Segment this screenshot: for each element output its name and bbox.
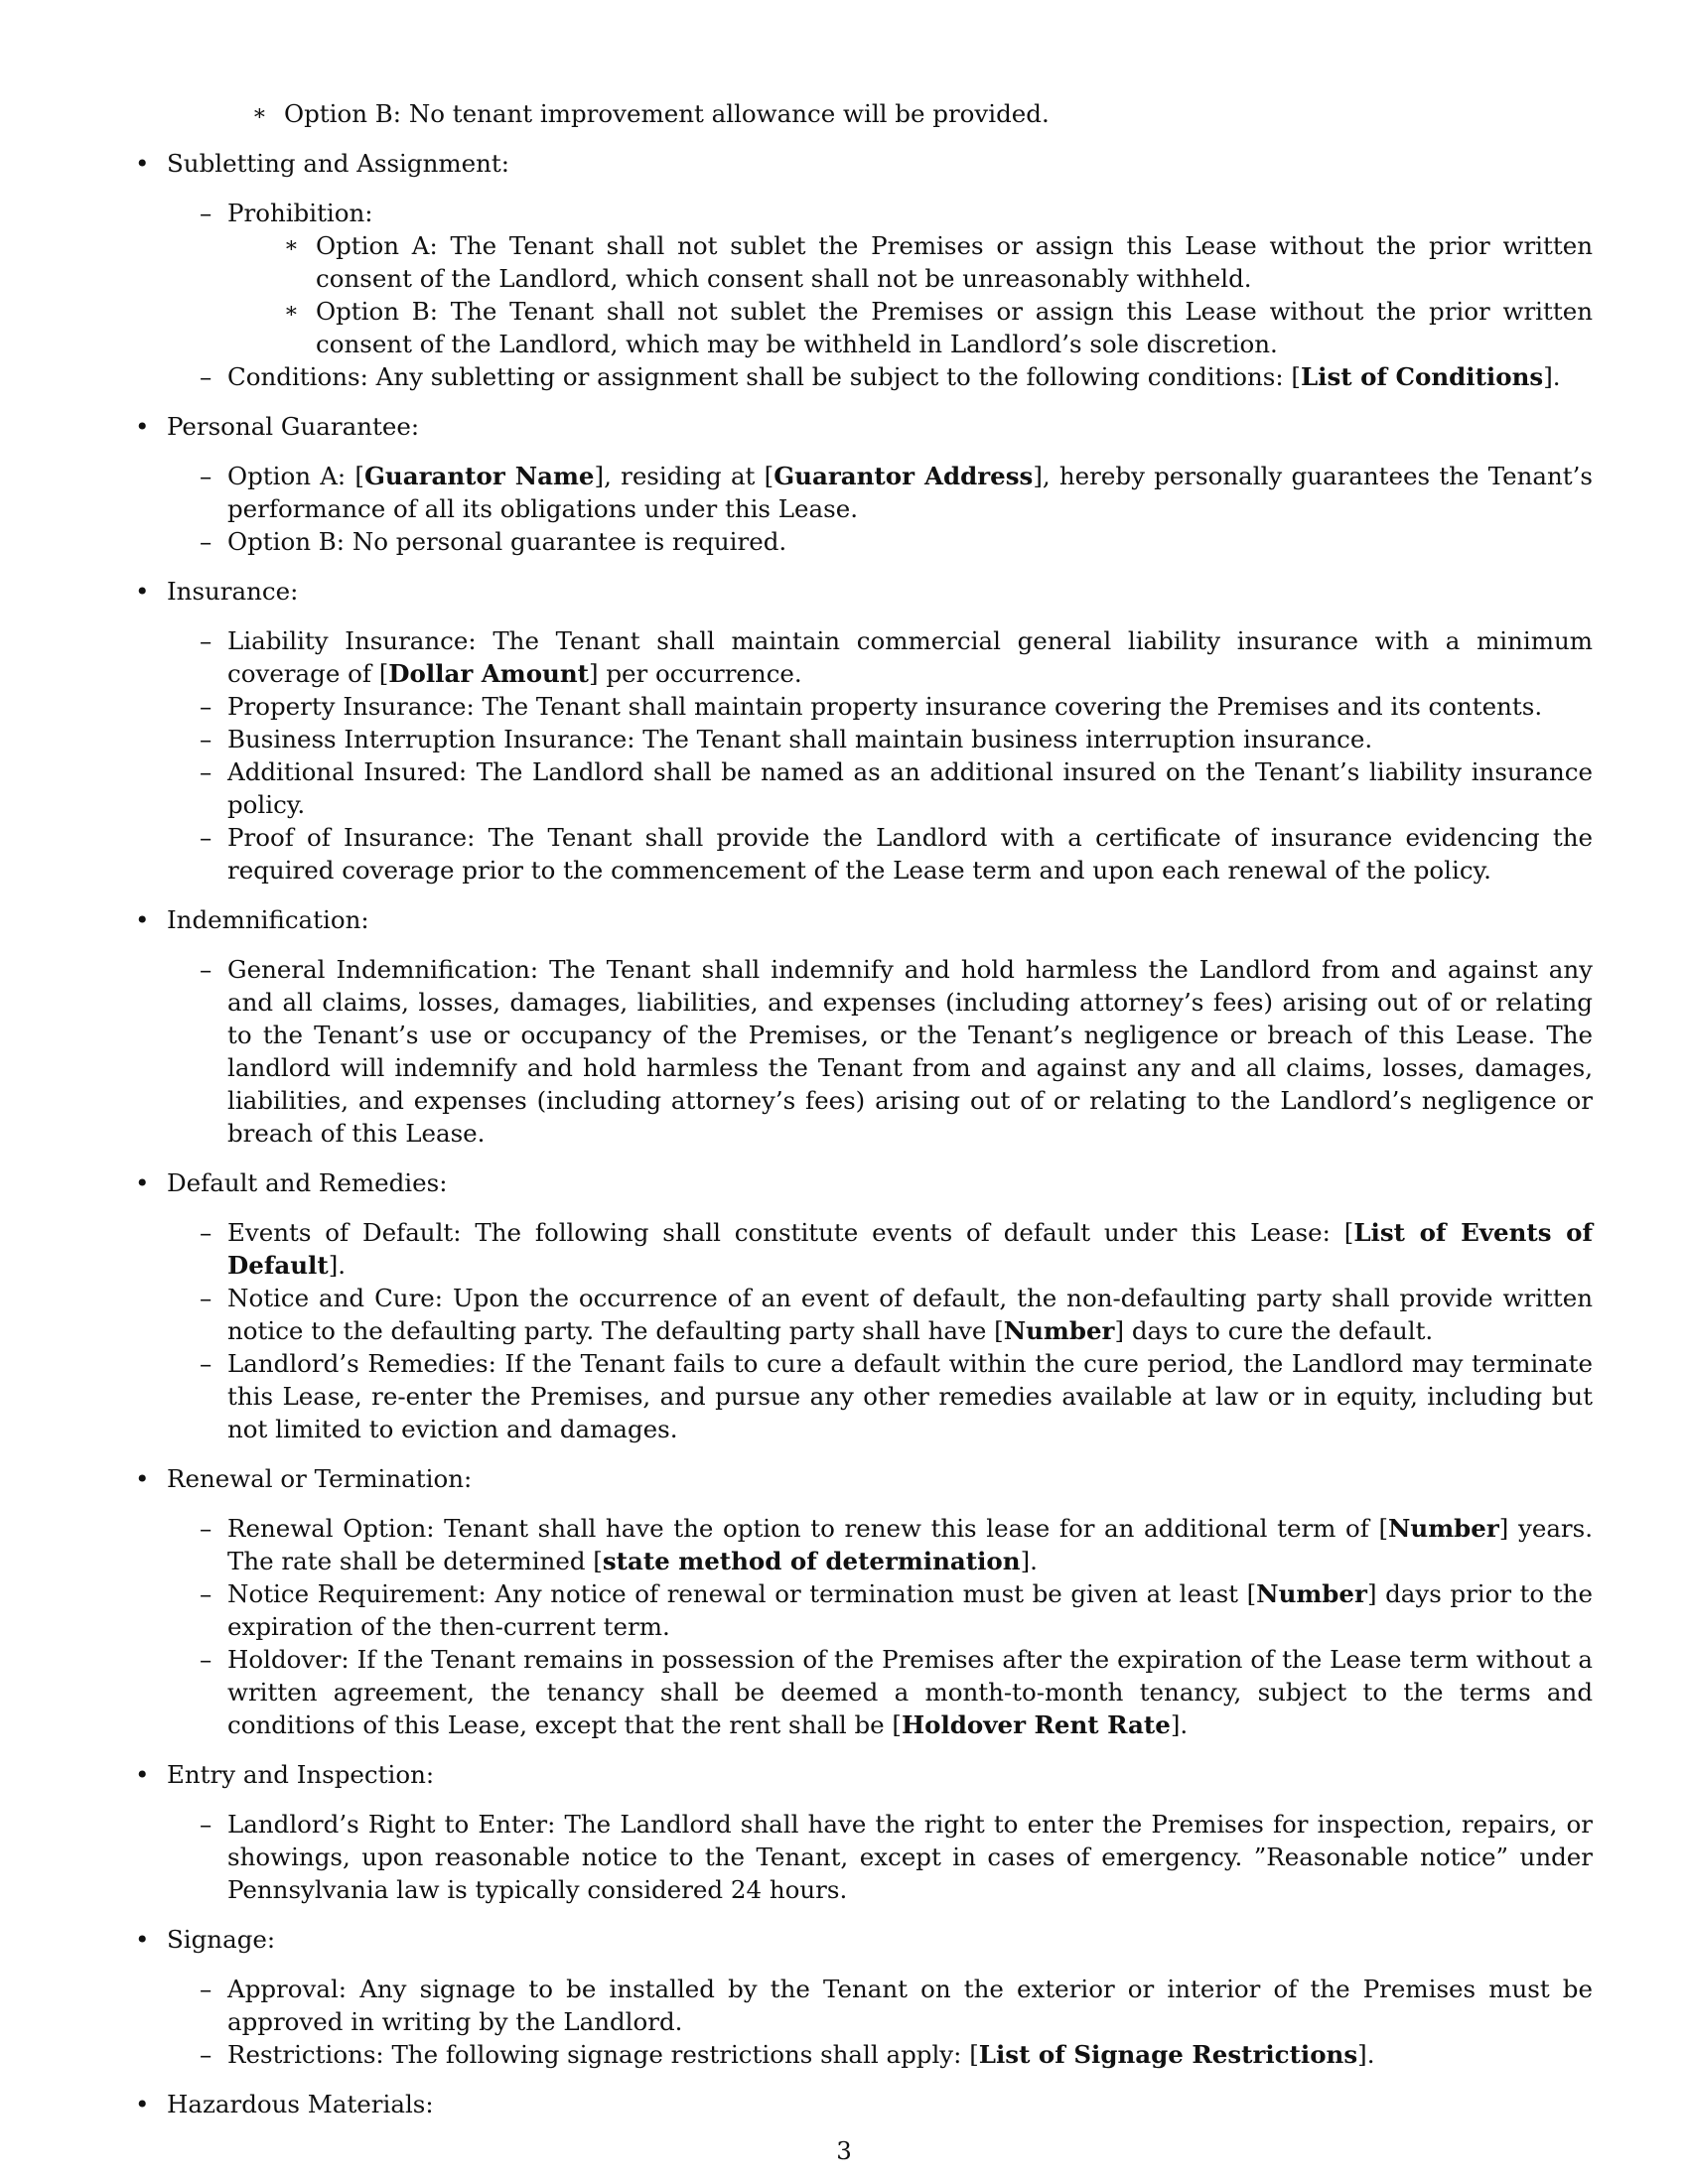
placeholder-field: Holdover Rent Rate — [902, 1710, 1171, 1739]
subsection-text — [227, 1645, 1593, 1739]
text-run: Landlord’s Remedies: If the Tenant fails to cure a default within the cure period, the Landlord may terminate this Lease, re-enter the Premises, and pursue any other remedies available at law or in equity, including but not limited to eviction and damages. — [227, 1349, 1593, 1443]
subsection-text — [227, 626, 1593, 688]
dash-marker: – — [200, 1810, 212, 1839]
text-run: Events of Default: The following shall constitute events of default under this Lease: [ — [227, 1218, 1354, 1247]
section-title: Renewal or Termination: — [167, 1464, 473, 1493]
subsection-list — [167, 624, 1593, 887]
text-run: Property Insurance: The Tenant shall maintain property insurance covering the Premises and its contents. — [227, 692, 1543, 721]
section-item — [135, 1758, 1593, 1906]
text-run: Renewal Option: Tenant shall have the option to renew this lease for an additional term of [ — [227, 1514, 1389, 1543]
star-marker: ∗ — [252, 101, 267, 126]
bullet-marker: • — [135, 1925, 150, 1954]
placeholder-field: Dollar Amount — [388, 659, 589, 688]
dash-marker: – — [200, 725, 212, 753]
subsection-item — [167, 1347, 1593, 1445]
section-title: Indemnification: — [167, 905, 369, 934]
text-run: ], residing at [ — [594, 462, 774, 490]
document-body — [135, 97, 1593, 2120]
dash-marker: – — [200, 462, 212, 490]
text-run: Additional Insured: The Landlord shall be named as an additional insured on the Tenant’s liability insurance policy. — [227, 757, 1593, 819]
subsection-item — [167, 690, 1593, 723]
text-run: ] days to cure the default. — [1114, 1316, 1434, 1345]
section-item — [135, 147, 1593, 393]
subsection-item — [167, 1643, 1593, 1741]
subsection-text — [227, 823, 1593, 885]
section-item — [135, 410, 1593, 558]
subsection-text — [227, 462, 1593, 523]
subsection-item — [167, 525, 1593, 558]
subsection-list — [167, 953, 1593, 1150]
placeholder-field: Guarantor Address — [774, 462, 1034, 490]
placeholder-field: Guarantor Name — [363, 462, 595, 490]
dash-marker: – — [200, 1349, 212, 1378]
text-run: Notice and Cure: Upon the occurrence of an event of default, the non-defaulting party shall provide written notice to the defaulting party. The defaulting party shall have [ — [227, 1284, 1593, 1345]
dash-marker: – — [200, 527, 212, 556]
text-run: ]. — [1020, 1547, 1038, 1575]
subsection-text — [227, 1349, 1593, 1443]
subsection-item — [167, 624, 1593, 690]
subsection-text — [227, 1284, 1593, 1345]
subsection-item — [167, 723, 1593, 755]
lead-subitem — [135, 97, 1593, 130]
subsection-item — [167, 1512, 1593, 1577]
section-list — [135, 147, 1593, 2120]
subsection-text — [227, 725, 1372, 753]
text-run: Approval: Any signage to be installed by the Tenant on the exterior or interior of the Premises must be approved in writing by the Landlord. — [227, 1975, 1593, 2036]
section-item — [135, 903, 1593, 1150]
text-run: ] per occurrence. — [589, 659, 802, 688]
option-text: Option B: The Tenant shall not sublet the Premises or assign this Lease without the prior written consent of the Landlord, which may be withheld in Landlord’s sole discretion. — [316, 297, 1593, 358]
text-run: Option B: No personal guarantee is required. — [227, 527, 787, 556]
section-title: Entry and Inspection: — [167, 1760, 435, 1789]
section-title: Personal Guarantee: — [167, 412, 420, 441]
text-run: General Indemnification: The Tenant shall indemnify and hold harmless the Landlord from and against any and all claims, losses, damages, liabilities, and expenses (including attorney’s fees) arising out of or relating to the Tenant’s use or occupancy of the Premises, or the Tenant’s negligence or breach of this Lease. The landlord will indemnify and hold harmless the Tenant from and against any and all claims, losses, damages, liabilities, and expenses (including attorney’s fees) arising out of or relating to the Landlord’s negligence or breach of this Lease. — [227, 955, 1593, 1148]
bullet-marker: • — [135, 1760, 150, 1789]
subsection-text — [227, 1579, 1593, 1641]
subsection-list — [167, 1512, 1593, 1741]
option-item — [167, 295, 1593, 360]
dash-marker: – — [200, 626, 212, 655]
section-title: Insurance: — [167, 577, 299, 606]
bullet-marker: • — [135, 905, 150, 934]
subsection-text — [227, 1810, 1593, 1904]
section-title: Hazardous Materials: — [167, 2090, 434, 2118]
subsection-list — [167, 460, 1593, 558]
text-run: ]. — [1357, 2040, 1375, 2069]
dash-marker: – — [200, 1579, 212, 1608]
subsection-text — [227, 1975, 1593, 2036]
dash-marker: – — [200, 692, 212, 721]
text-run: Proof of Insurance: The Tenant shall provide the Landlord with a certificate of insurance evidencing the required coverage prior to the commencement of the Lease term and upon each renewal of the policy. — [227, 823, 1593, 885]
dash-marker: – — [200, 1975, 212, 2003]
dash-marker: – — [200, 1645, 212, 1674]
section-item — [135, 1462, 1593, 1741]
text-run: Restrictions: The following signage restrictions shall apply: [ — [227, 2040, 979, 2069]
subsection-item — [167, 755, 1593, 821]
subsection-list — [167, 1973, 1593, 2071]
subsection-list — [167, 197, 1593, 393]
text-run: Holdover: If the Tenant remains in possession of the Premises after the expiration of the Lease term without a written agreement, the tenancy shall be deemed a month-to-month tenancy, subject to the terms and conditions of this Lease, except that the rent shall be [ — [227, 1645, 1593, 1739]
text-run: Business Interruption Insurance: The Tenant shall maintain business interruption insurance. — [227, 725, 1373, 753]
subsection-item — [167, 1216, 1593, 1282]
placeholder-field: List of Signage Restrictions — [978, 2040, 1358, 2069]
bullet-marker: • — [135, 1464, 150, 1493]
dash-marker: – — [200, 199, 212, 227]
section-title: Signage: — [167, 1925, 276, 1954]
subsection-item — [167, 460, 1593, 525]
subsection-text — [227, 692, 1542, 721]
section-item — [135, 575, 1593, 887]
subsection-item — [167, 953, 1593, 1150]
dash-marker: – — [200, 362, 212, 391]
section-item — [135, 1923, 1593, 2071]
text-run: ]. — [1170, 1710, 1189, 1739]
page-number: 3 — [836, 2136, 852, 2165]
text-run: ], hereby personally guarantees the Tenant’s performance of all its obligations under this Lease. — [227, 462, 1594, 523]
section-title: Default and Remedies: — [167, 1168, 448, 1197]
section-item — [135, 2088, 1593, 2120]
subsection-text — [227, 955, 1593, 1148]
subsection-text — [227, 757, 1593, 819]
subsection-item — [167, 197, 1593, 360]
text-run: Notice Requirement: Any notice of renewal or termination must be given at least [ — [227, 1579, 1257, 1608]
star-marker: ∗ — [284, 299, 299, 324]
option-text: Option A: The Tenant shall not sublet the Premises or assign this Lease without the prior written consent of the Landlord, which consent shall not be unreasonably withheld. — [316, 231, 1593, 293]
text-run: ] years. The rate shall be determined [ — [227, 1514, 1593, 1575]
dash-marker: – — [200, 823, 212, 852]
placeholder-field: state method of determination — [602, 1547, 1021, 1575]
placeholder-field: Number — [1388, 1514, 1499, 1543]
bullet-marker: • — [135, 1168, 150, 1197]
dash-marker: – — [200, 955, 212, 984]
option-item — [167, 229, 1593, 295]
bullet-marker: • — [135, 2090, 150, 2118]
placeholder-field: List of Events of Default — [227, 1218, 1593, 1280]
bullet-marker: • — [135, 149, 150, 178]
text-run: ] days prior to the expiration of the then-current term. — [227, 1579, 1593, 1641]
subsection-text — [227, 1218, 1593, 1280]
subsection-text — [227, 527, 786, 556]
text-run: Landlord’s Right to Enter: The Landlord shall have the right to enter the Premises for inspection, repairs, or showings, upon reasonable notice to the Tenant, except in cases of emergency. ”Reasonable notice” under Pennsylvania law is typically considered 24 hours. — [227, 1810, 1593, 1904]
dash-marker: – — [200, 2040, 212, 2069]
placeholder-field: Number — [1003, 1316, 1115, 1345]
subsection-item — [167, 1973, 1593, 2038]
bullet-marker: • — [135, 412, 150, 441]
bullet-marker: • — [135, 577, 150, 606]
subsection-item — [167, 821, 1593, 887]
text-run: Liability Insurance: The Tenant shall maintain commercial general liability insurance with a minimum coverage of [ — [227, 626, 1593, 688]
subsection-item — [167, 360, 1593, 393]
subsection-text — [227, 199, 373, 227]
subsection-item — [167, 1808, 1593, 1906]
star-marker: ∗ — [284, 233, 299, 258]
lead-subitem-text: Option B: No tenant improvement allowance will be provided. — [284, 99, 1050, 128]
dash-marker: – — [200, 1284, 212, 1312]
placeholder-field: List of Conditions — [1300, 362, 1544, 391]
dash-marker: – — [200, 757, 212, 786]
dash-marker: – — [200, 1218, 212, 1247]
subsection-item — [167, 2038, 1593, 2071]
section-title: Subletting and Assignment: — [167, 149, 509, 178]
subsection-text — [227, 1514, 1593, 1575]
text-run: Conditions: Any subletting or assignment shall be subject to the following conditions: [ — [227, 362, 1301, 391]
text-run: Option A: [ — [227, 462, 364, 490]
subsection-list — [167, 1808, 1593, 1906]
text-run: ]. — [328, 1251, 347, 1280]
subsection-item — [167, 1282, 1593, 1347]
text-run: ]. — [1543, 362, 1561, 391]
dash-marker: – — [200, 1514, 212, 1543]
subsection-text — [227, 362, 1561, 391]
placeholder-field: Number — [1256, 1579, 1367, 1608]
subsection-list — [167, 1216, 1593, 1445]
text-run: Prohibition: — [227, 199, 373, 227]
subsection-text — [227, 2040, 1375, 2069]
subsection-item — [167, 1577, 1593, 1643]
section-item — [135, 1166, 1593, 1445]
